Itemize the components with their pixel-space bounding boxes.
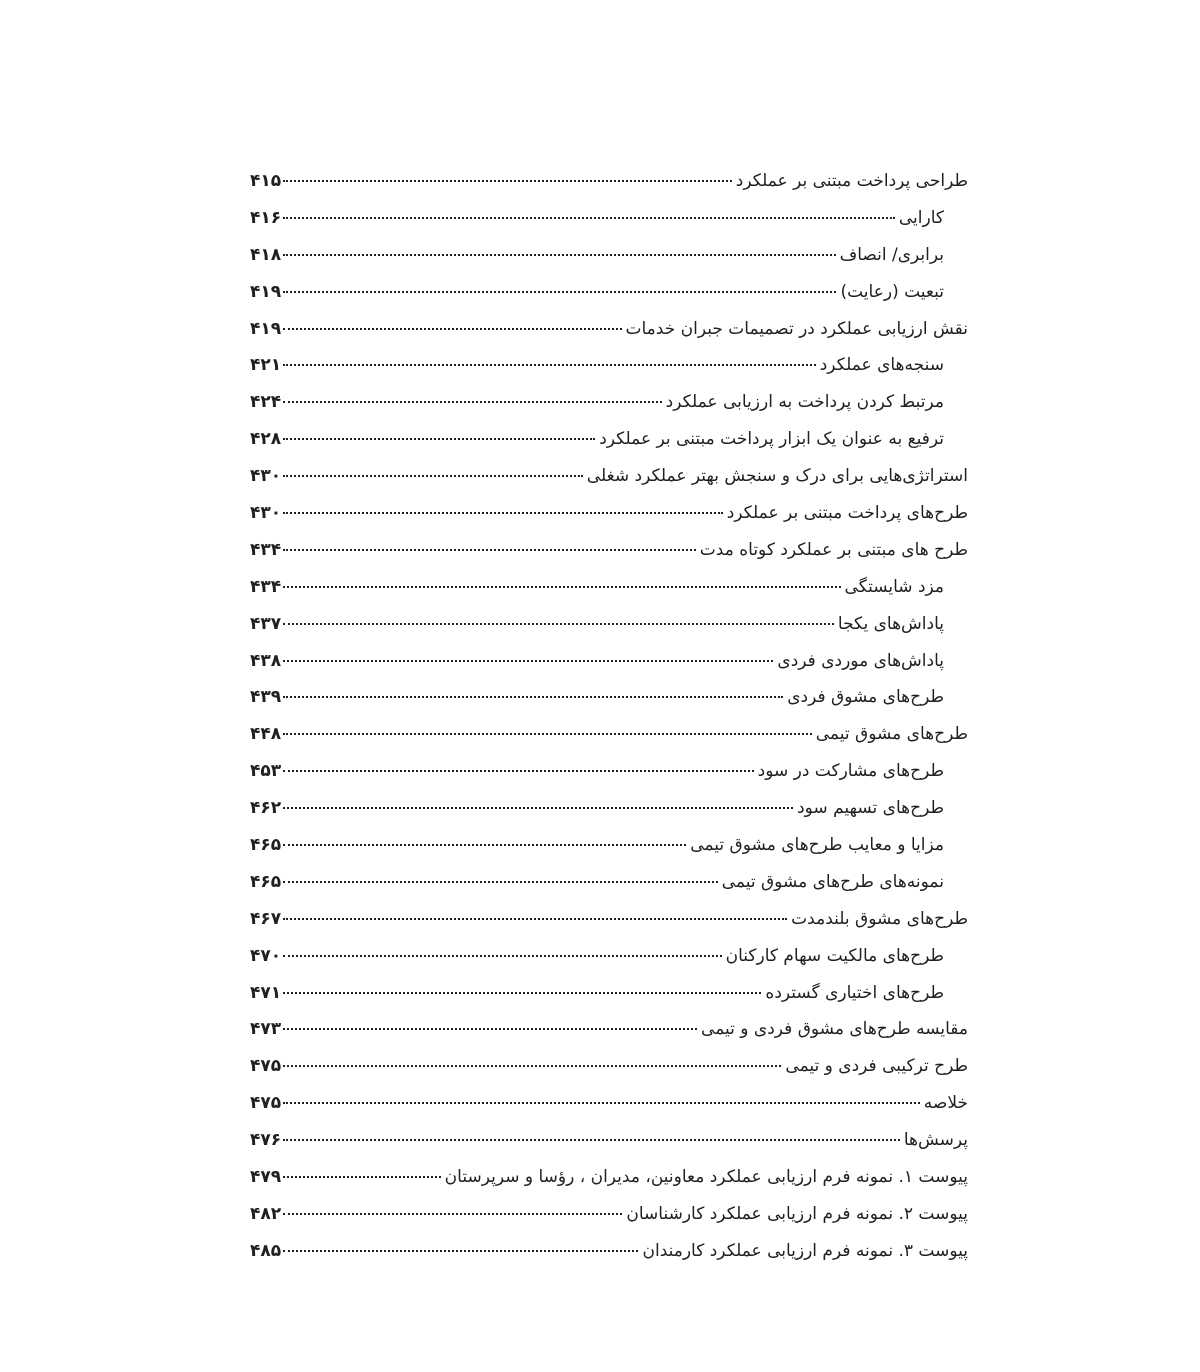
toc-entry-title: طرح‌های مشوق بلندمدت <box>791 908 968 929</box>
dot-leader <box>283 1102 920 1104</box>
toc-entry-title: طرح‌های مشوق فردی <box>787 687 944 708</box>
toc-entry <box>250 532 968 569</box>
dot-leader <box>283 475 583 477</box>
dot-leader <box>283 1213 622 1215</box>
toc-entry-title: پیوست ۱. نمونه فرم ارزیابی عملکرد معاونین، مدیران ، رؤسا و سرپرستان <box>444 1167 968 1188</box>
toc-entry-page-number: ۴۳۰ <box>250 503 282 524</box>
toc-entry-page-number: ۴۱۹ <box>250 318 282 339</box>
toc-entry-title: طرح‌های مشارکت در سود <box>757 761 944 782</box>
dot-leader <box>283 1176 441 1178</box>
toc-entry <box>250 753 968 790</box>
toc-entry <box>250 163 968 200</box>
toc-entry <box>250 864 968 901</box>
toc-entry-title: تبعیت (رعایت) <box>840 281 944 302</box>
toc-entry-page-number: ۴۳۹ <box>250 687 282 708</box>
toc-entry <box>250 569 968 606</box>
toc-entry-title: پرسش‌ها <box>903 1130 968 1151</box>
toc-entry-page-number: ۴۷۹ <box>250 1167 282 1188</box>
dot-leader <box>283 696 783 698</box>
dot-leader <box>283 549 696 551</box>
toc-entry-title: پیوست ۲. نمونه فرم ارزیابی عملکرد کارشناسان <box>626 1203 968 1224</box>
toc-entry-page-number: ۴۷۶ <box>250 1130 282 1151</box>
dot-leader <box>283 918 787 920</box>
toc-entry-page-number: ۴۳۸ <box>250 650 282 671</box>
toc-entry-title: طرح ترکیبی فردی و تیمی <box>785 1056 968 1077</box>
toc-entry-page-number: ۴۷۵ <box>250 1056 282 1077</box>
toc-entry-title: طرح‌های اختیاری گسترده <box>765 982 944 1003</box>
toc-entry-page-number: ۴۸۵ <box>250 1240 282 1261</box>
toc-entry <box>250 311 968 348</box>
dot-leader <box>283 401 661 403</box>
toc-entry <box>250 1233 968 1270</box>
toc-entry-title: سنجه‌های عملکرد <box>819 355 944 376</box>
dot-leader <box>283 733 812 735</box>
dot-leader <box>283 291 836 293</box>
table-of-contents <box>250 163 968 1270</box>
toc-entry-title: مزایا و معایب طرح‌های مشوق تیمی <box>690 835 944 856</box>
toc-entry <box>250 679 968 716</box>
dot-leader <box>283 660 773 662</box>
toc-entry <box>250 1048 968 1085</box>
toc-entry <box>250 347 968 384</box>
toc-entry <box>250 421 968 458</box>
toc-entry <box>250 606 968 643</box>
toc-entry-title: مرتبط کردن پرداخت به ارزیابی عملکرد <box>665 392 944 413</box>
dot-leader <box>283 254 835 256</box>
toc-entry <box>250 200 968 237</box>
toc-entry <box>250 237 968 274</box>
toc-entry <box>250 1159 968 1196</box>
toc-entry-title: طرح‌های پرداخت مبتنی بر عملکرد <box>726 503 968 524</box>
toc-entry-page-number: ۴۷۳ <box>250 1019 282 1040</box>
toc-entry-title: طراحی پرداخت مبتنی بر عملکرد <box>735 171 968 191</box>
toc-entry-title: طرح‌های مشوق تیمی <box>815 724 968 745</box>
toc-entry-title: مقایسه طرح‌های مشوق فردی و تیمی <box>701 1019 968 1040</box>
toc-entry-page-number: ۴۱۸ <box>250 244 282 265</box>
toc-entry-title: طرح های مبتنی بر عملکرد کوتاه مدت <box>699 539 968 560</box>
toc-entry <box>250 1085 968 1122</box>
toc-entry-title: پاداش‌های موردی فردی <box>777 650 944 671</box>
toc-entry <box>250 938 968 975</box>
toc-entry-page-number: ۴۶۵ <box>250 835 282 856</box>
toc-entry-title: استراتژی‌هایی برای درک و سنجش بهتر عملکرد شغلی <box>586 466 968 487</box>
toc-entry <box>250 1196 968 1233</box>
toc-entry-page-number: ۴۵۳ <box>250 761 282 782</box>
toc-entry <box>250 643 968 680</box>
dot-leader <box>283 844 686 846</box>
toc-entry-page-number: ۴۱۵ <box>250 171 282 191</box>
toc-entry-page-number: ۴۳۰ <box>250 466 282 487</box>
toc-entry <box>250 1011 968 1048</box>
dot-leader <box>283 438 595 440</box>
toc-entry-page-number: ۴۲۴ <box>250 392 282 413</box>
toc-entry-title: نمونه‌های طرح‌های مشوق تیمی <box>721 871 944 892</box>
dot-leader <box>283 512 723 514</box>
toc-entry-page-number: ۴۸۲ <box>250 1203 282 1224</box>
dot-leader <box>283 586 840 588</box>
toc-entry <box>250 458 968 495</box>
toc-entry-page-number: ۴۱۹ <box>250 281 282 302</box>
dot-leader <box>283 992 761 994</box>
toc-entry <box>250 790 968 827</box>
toc-entry <box>250 274 968 311</box>
toc-entry-title: نقش ارزیابی عملکرد در تصمیمات جبران خدمات <box>625 318 968 339</box>
toc-entry-title: خلاصه <box>923 1093 968 1114</box>
dot-leader <box>283 1028 697 1030</box>
toc-entry-page-number: ۴۶۲ <box>250 798 282 819</box>
dot-leader <box>283 1250 638 1252</box>
toc-entry <box>250 495 968 532</box>
dot-leader <box>283 180 732 182</box>
dot-leader <box>283 1065 781 1067</box>
dot-leader <box>283 881 718 883</box>
toc-entry-page-number: ۴۲۱ <box>250 355 282 376</box>
toc-entry-title: طرح‌های مالکیت سهام کارکنان <box>725 945 944 966</box>
toc-entry-page-number: ۴۳۷ <box>250 613 282 634</box>
toc-entry-title: کارایی <box>898 207 944 228</box>
toc-entry-page-number: ۴۷۱ <box>250 982 282 1003</box>
toc-entry-page-number: ۴۲۸ <box>250 429 282 450</box>
dot-leader <box>283 623 834 625</box>
toc-entry-title: پاداش‌های یکجا <box>837 613 944 634</box>
dot-leader <box>283 807 793 809</box>
toc-entry-title: طرح‌های تسهیم سود <box>797 798 944 819</box>
toc-entry <box>250 716 968 753</box>
toc-entry <box>250 901 968 938</box>
toc-entry-page-number: ۴۴۸ <box>250 724 282 745</box>
toc-entry-title: پیوست ۳. نمونه فرم ارزیابی عملکرد کارمندان <box>642 1240 968 1261</box>
dot-leader <box>283 955 721 957</box>
dot-leader <box>283 364 816 366</box>
toc-entry <box>250 384 968 421</box>
toc-entry-page-number: ۴۱۶ <box>250 207 282 228</box>
dot-leader <box>283 217 895 219</box>
toc-entry-page-number: ۴۷۵ <box>250 1093 282 1114</box>
toc-entry <box>250 975 968 1012</box>
dot-leader <box>283 770 753 772</box>
dot-leader <box>283 1139 900 1141</box>
toc-entry-page-number: ۴۷۰ <box>250 945 282 966</box>
toc-entry-page-number: ۴۶۵ <box>250 871 282 892</box>
dot-leader <box>283 328 621 330</box>
toc-entry-page-number: ۴۳۴ <box>250 539 282 560</box>
toc-entry-page-number: ۴۳۴ <box>250 576 282 597</box>
toc-entry-title: برابری/ انصاف <box>839 244 944 265</box>
toc-entry <box>250 827 968 864</box>
toc-entry-page-number: ۴۶۷ <box>250 908 282 929</box>
toc-entry-title: مزد شایستگی <box>844 576 944 597</box>
toc-entry <box>250 1122 968 1159</box>
toc-entry-title: ترفیع به عنوان یک ابزار پرداخت مبتنی بر عملکرد <box>599 429 944 450</box>
